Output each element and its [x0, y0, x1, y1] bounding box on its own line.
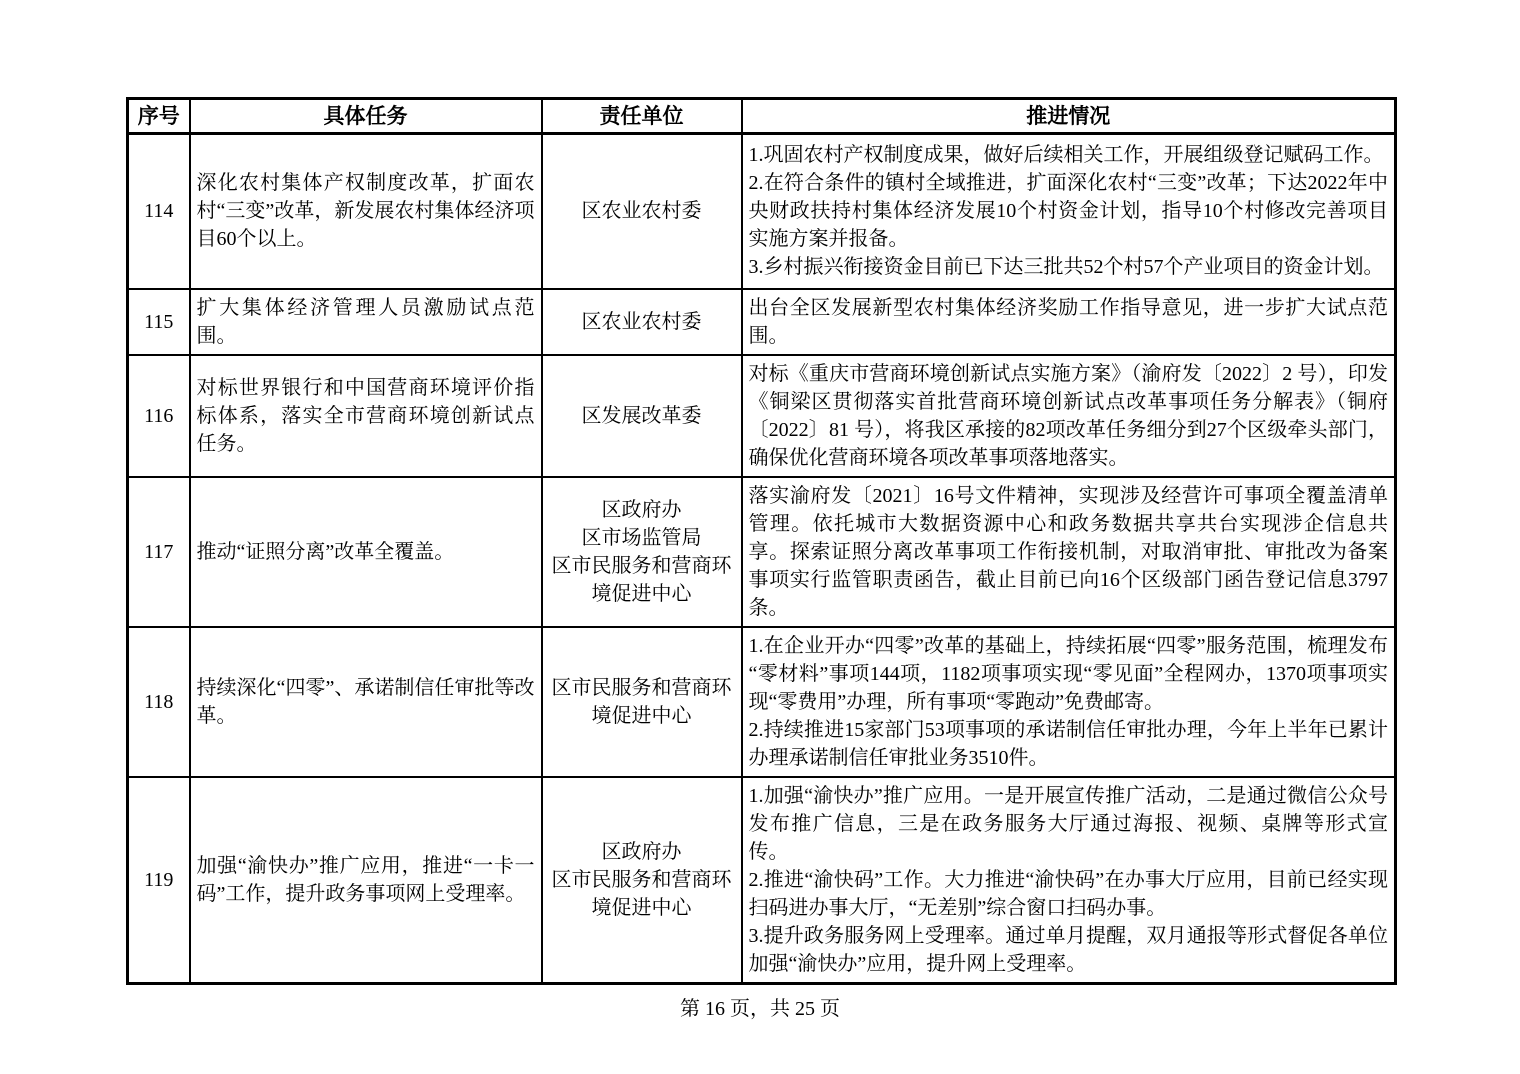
- cell-progress: [742, 134, 1396, 289]
- cell-task: 推动“证照分离”改革全覆盖。: [190, 477, 542, 627]
- cell-task: 对标世界银行和中国营商环境评价指标体系，落实全市营商环境创新试点任务。: [190, 355, 542, 477]
- cell-progress: [742, 777, 1396, 984]
- progress-item: 3.提升政务服务网上受理率。通过单月提醒，双月通报等形式督促各单位加强“渝快办”应用，提升网上受理率。: [748, 924, 1388, 975]
- cell-index: 116: [128, 355, 190, 477]
- progress-item: 2.推进“渝快码”工作。大力推进“渝快码”在办事大厅应用，目前已经实现扫码进办事大厅，“无差别”综合窗口扫码办事。: [748, 868, 1388, 919]
- unit-name: 区市民服务和营商环境促进中心: [551, 676, 732, 727]
- progress-item: 2.持续推进15家部门53项事项的承诺制信任审批办理，今年上半年已累计办理承诺制信任审批业务3510件。: [748, 718, 1388, 769]
- progress-item: 落实渝府发〔2021〕16号文件精神，实现涉及经营许可事项全覆盖清单管理。依托城市大数据资源中心和政务数据共享共台实现涉企信息共享。探索证照分离改革事项工作衔接机制，对取消审批、审批改为备案事项实行监管职责函告，截止目前已向16个区级部门函告登记信息3797条。: [748, 484, 1388, 619]
- cell-unit: [542, 355, 742, 477]
- unit-name: 区政府办: [601, 840, 682, 863]
- unit-name: 区市场监管局: [581, 526, 702, 549]
- cell-unit: [542, 627, 742, 777]
- cell-progress: [742, 477, 1396, 627]
- cell-index: 114: [128, 134, 190, 289]
- progress-item: 对标《重庆市营商环境创新试点实施方案》（渝府发〔2022〕2 号），印发《铜梁区贯彻落实首批营商环境创新试点改革事项任务分解表》（铜府〔2022〕81 号），将我区承接的82项改革任务细分到27个区级牵头部门，确保优化营商环境各项改革事项落地落实。: [748, 362, 1388, 469]
- table-header-row: [128, 99, 1396, 134]
- cell-task: 深化农村集体产权制度改革，扩面农村“三变”改革，新发展农村集体经济项目60个以上。: [190, 134, 542, 289]
- unit-name: 区市民服务和营商环境促进中心: [551, 554, 732, 605]
- cell-progress: [742, 627, 1396, 777]
- col-header-task: 具体任务: [190, 99, 542, 134]
- progress-item: 2.在符合条件的镇村全域推进，扩面深化农村“三变”改革；下达2022年中央财政扶持村集体经济发展10个村资金计划，指导10个村修改完善项目实施方案并报备。: [748, 172, 1388, 251]
- cell-index: 119: [128, 777, 190, 984]
- cell-task: 加强“渝快办”推广应用，推进“一卡一码”工作，提升政务事项网上受理率。: [190, 777, 542, 984]
- table-row: [128, 627, 1396, 777]
- cell-unit: [542, 477, 742, 627]
- cell-index: 118: [128, 627, 190, 777]
- cell-index: 115: [128, 289, 190, 355]
- table-row: [128, 477, 1396, 627]
- table-row: [128, 355, 1396, 477]
- progress-item: 1.加强“渝快办”推广应用。一是开展宣传推广活动，二是通过微信公众号发布推广信息，三是在政务服务大厅通过海报、视频、桌牌等形式宣传。: [748, 784, 1388, 863]
- unit-name: 区政府办: [601, 498, 682, 521]
- progress-item: 1.在企业开办“四零”改革的基础上，持续拓展“四零”服务范围，梳理发布“零材料”事项144项，1182项事项实现“零见面”全程网办，1370项事项实现“零费用”办理，所有事项“零跑动”免费邮寄。: [748, 634, 1388, 713]
- progress-item: 1.巩固农村产权制度成果，做好后续相关工作，开展组级登记赋码工作。: [748, 144, 1384, 167]
- cell-unit: [542, 777, 742, 984]
- table-row: [128, 289, 1396, 355]
- cell-task: 持续深化“四零”、承诺制信任审批等改革。: [190, 627, 542, 777]
- unit-name: 区农业农村委: [581, 200, 702, 223]
- cell-unit: [542, 134, 742, 289]
- cell-index: 117: [128, 477, 190, 627]
- page-footer: 第 16 页，共 25 页: [680, 998, 840, 1020]
- col-header-progress: 推进情况: [742, 99, 1396, 134]
- progress-item: 3.乡村振兴衔接资金目前已下达三批共52个村57个产业项目的资金计划。: [748, 256, 1384, 279]
- cell-progress: [742, 289, 1396, 355]
- col-header-unit: 责任单位: [542, 99, 742, 134]
- unit-name: 区发展改革委: [581, 404, 702, 427]
- table-row: [128, 134, 1396, 289]
- unit-name: 区农业农村委: [581, 310, 702, 333]
- tasks-table: [126, 97, 1397, 985]
- col-header-index: 序号: [128, 99, 190, 134]
- progress-item: 出台全区发展新型农村集体经济奖励工作指导意见，进一步扩大试点范围。: [748, 296, 1388, 347]
- unit-name: 区市民服务和营商环境促进中心: [551, 868, 732, 919]
- cell-progress: [742, 355, 1396, 477]
- cell-task: 扩大集体经济管理人员激励试点范围。: [190, 289, 542, 355]
- table-row: [128, 777, 1396, 984]
- cell-unit: [542, 289, 742, 355]
